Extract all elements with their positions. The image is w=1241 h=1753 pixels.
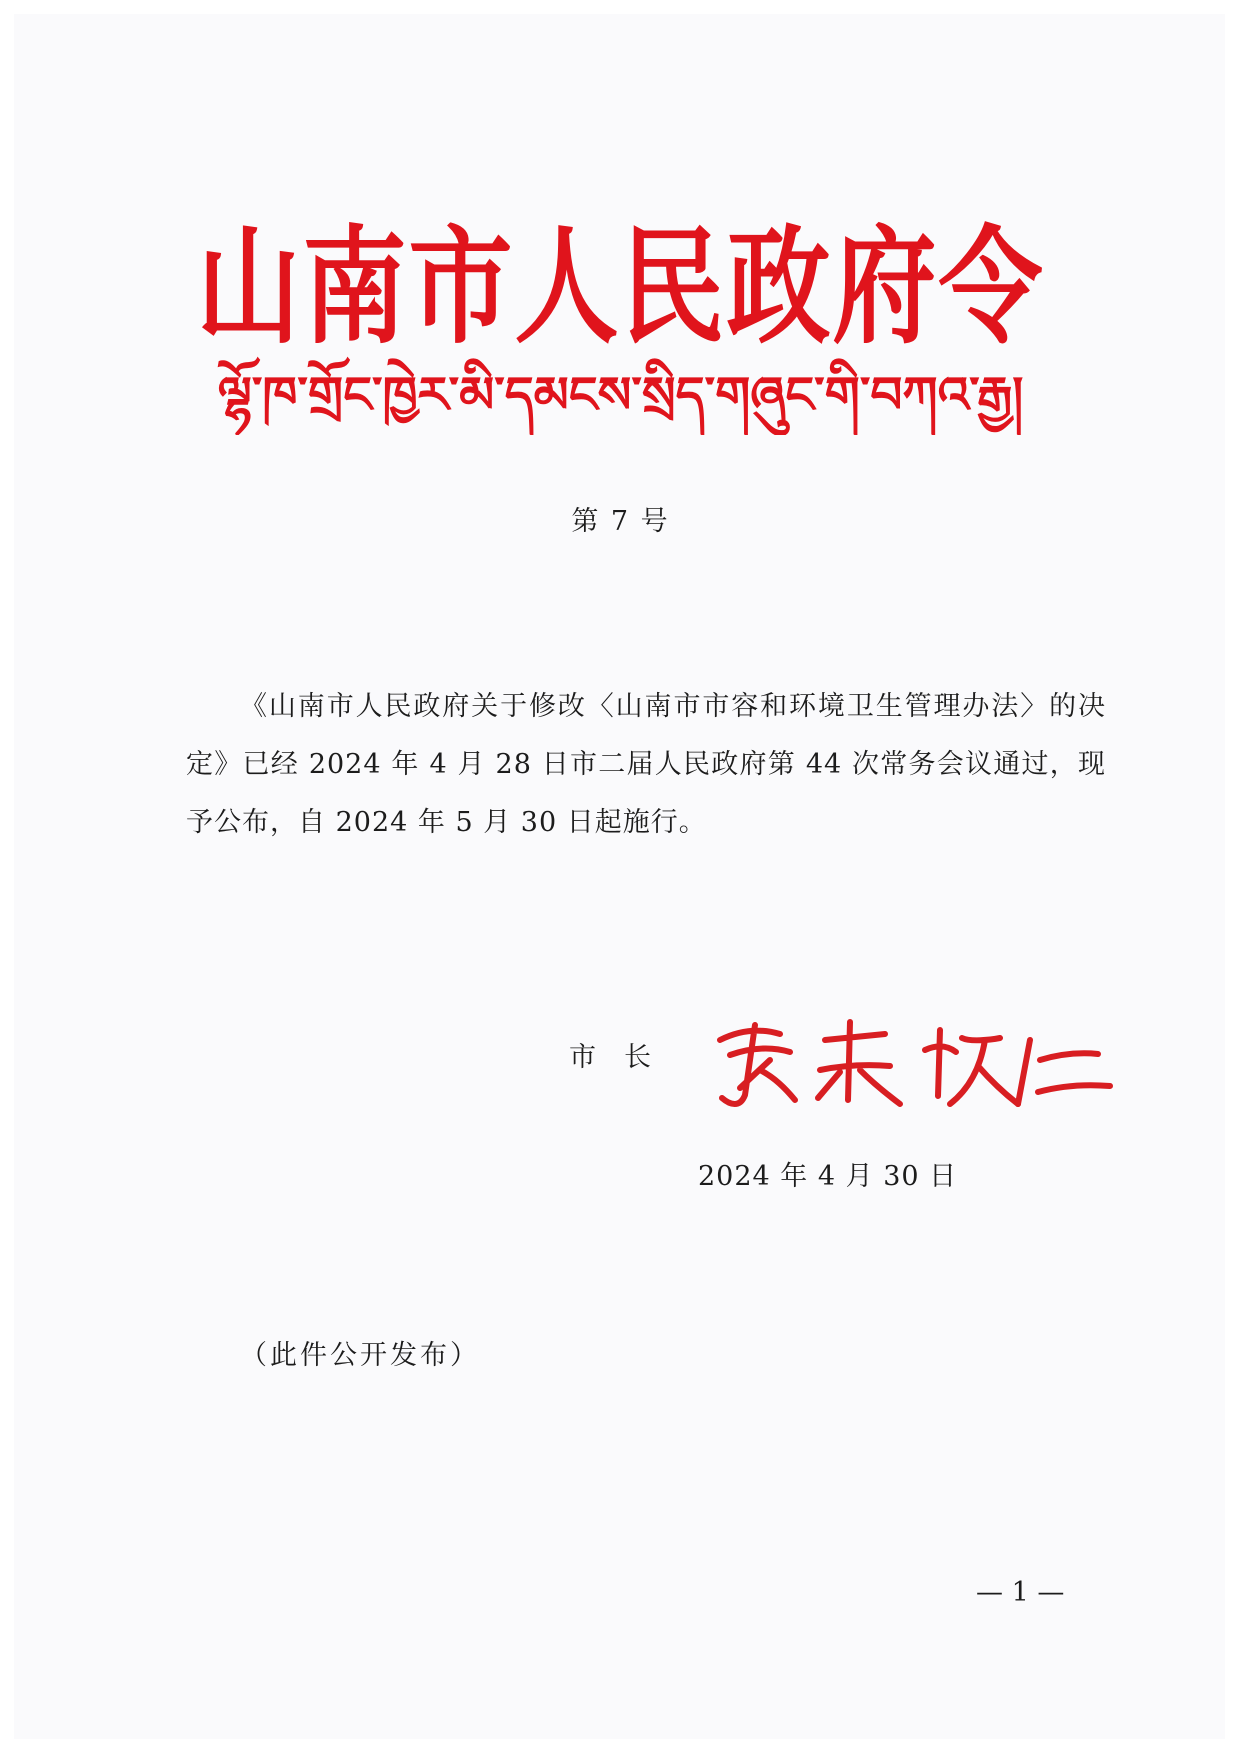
body-paragraph: 《山南市人民政府关于修改〈山南市市容和环境卫生管理办法〉的决定》已经 2024 年 4 月 28 日市二届人民政府第 44 次常务会议通过，现予公布，自 2024 年 5 月 30 日起施行。: [186, 691, 1106, 838]
mayor-signature: [700, 1000, 1120, 1120]
document-title-tibetan: ལྷོ་ཁ་གྲོང་ཁྱེར་མི་དམངས་སྲིད་གཞུང་གི་བཀའ་རྒྱ།: [217, 366, 1024, 424]
page-number: — 1 —: [976, 1577, 1065, 1608]
document-title: 山南市人民政府令: [196, 212, 1045, 362]
publication-note: （此件公开发布）: [240, 1340, 480, 1371]
mayor-label: 市长: [569, 1042, 679, 1073]
order-number: 第 7 号: [571, 506, 670, 537]
issue-date: 2024 年 4 月 30 日: [698, 1161, 958, 1192]
